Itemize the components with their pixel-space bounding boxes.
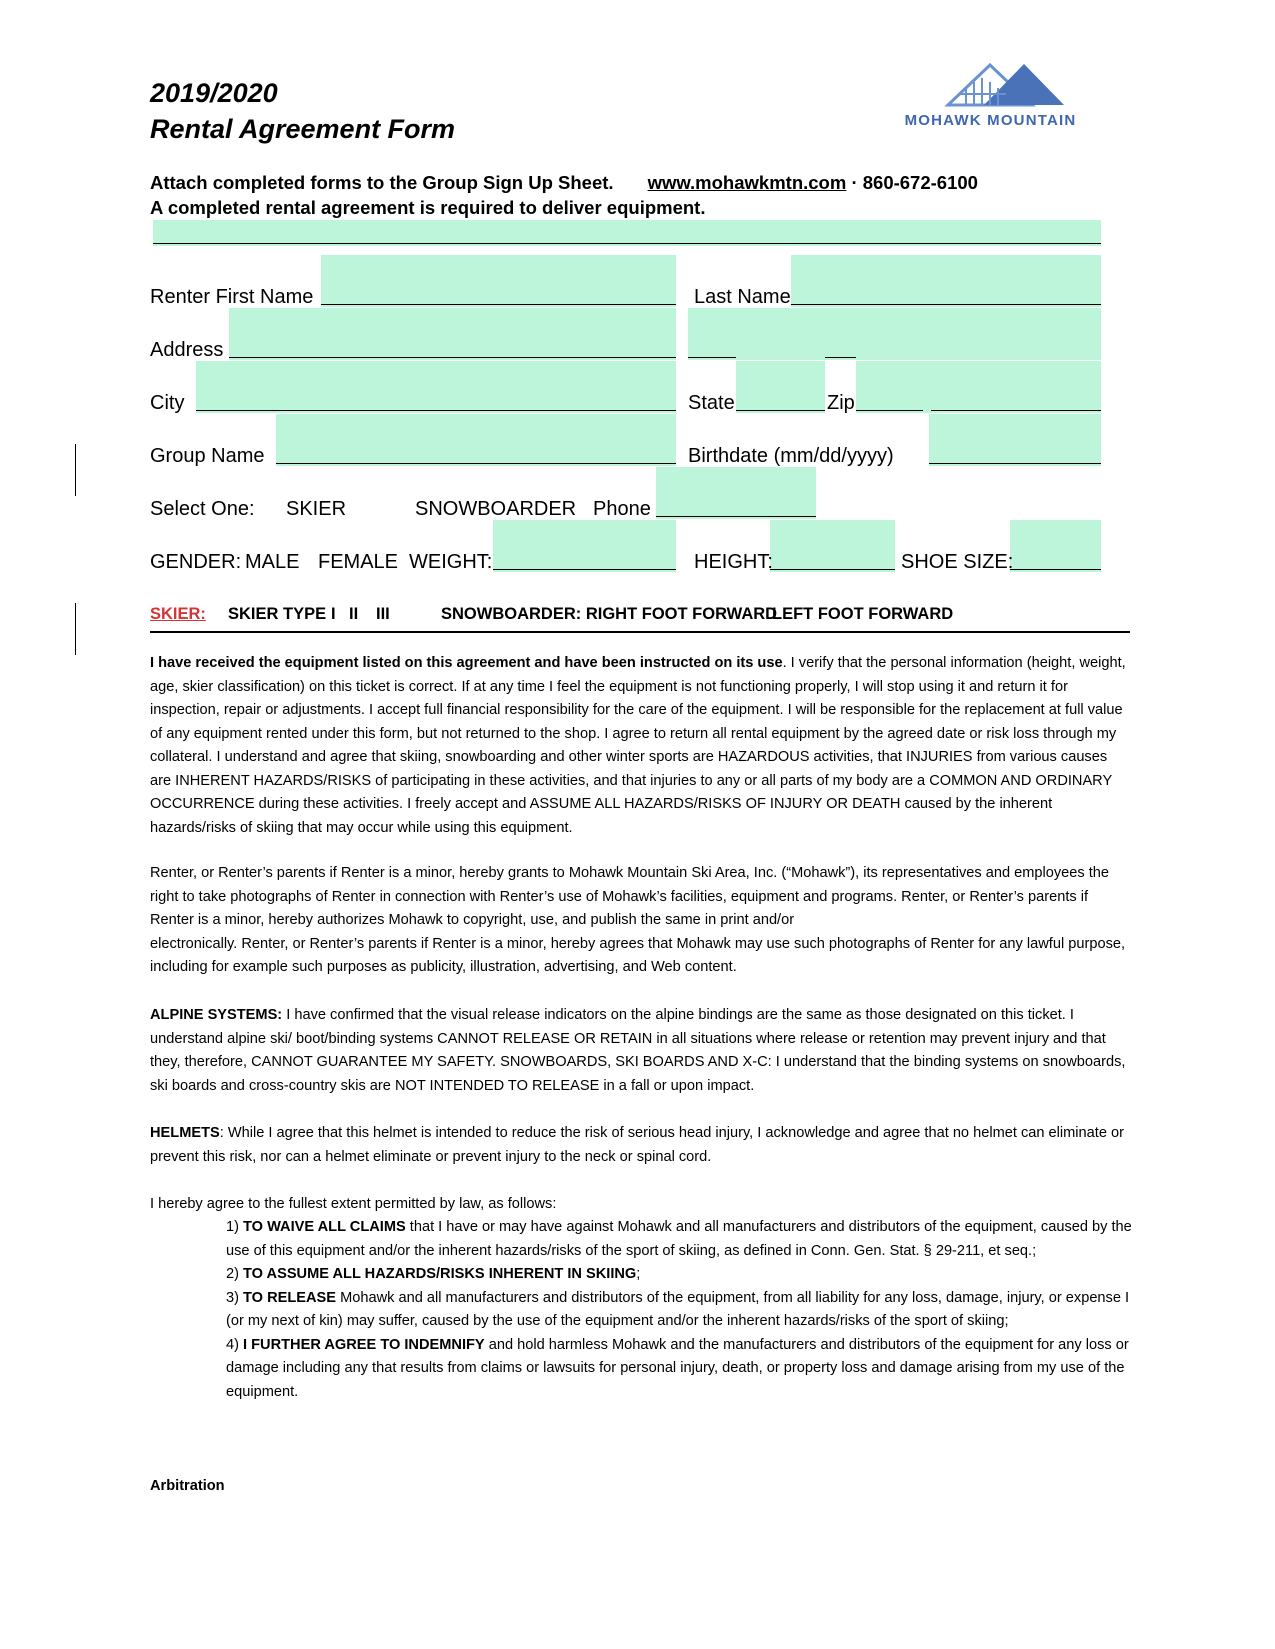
address-label: Address: [150, 339, 224, 361]
attach-text: Attach completed forms to the Group Sign Up Sheet.: [150, 172, 614, 193]
website-link[interactable]: www.mohawkmtn.com: [647, 172, 847, 193]
zip-underline: [856, 409, 923, 411]
birthdate-label: Birthdate (mm/dd/yyyy): [688, 445, 894, 467]
agreement-paragraph-4: [150, 1122, 1130, 1169]
list-item: 2) TO ASSUME ALL HAZARDS/RISKS INHERENT IN SKIING;: [226, 1266, 641, 1282]
agreement-paragraph-1: [150, 652, 1130, 840]
last-name-underline: [791, 303, 1101, 305]
p1-bold: I have received the equipment listed on this agreement and have been instructed on its use: [150, 655, 783, 671]
group-name-label: Group Name: [150, 445, 265, 467]
phone-input[interactable]: [656, 467, 816, 519]
first-name-input[interactable]: [321, 255, 676, 307]
city-label: City: [150, 392, 185, 414]
agreement-paragraph-5: I hereby agree to the fullest extent permitted by law, as follows:: [150, 1196, 557, 1212]
height-input[interactable]: [770, 520, 895, 572]
skier-type-2[interactable]: II: [349, 605, 359, 623]
weight-input[interactable]: [493, 520, 676, 572]
section-divider: [150, 631, 1130, 633]
attach-line: [150, 171, 978, 195]
group-name-underline: [276, 462, 676, 464]
mountain-icon: [888, 60, 1093, 110]
header-phone: · 860-672-6100: [851, 172, 978, 193]
p2-line2: electronically. Renter, or Renter’s parents if Renter is a minor, hereby agrees that Mohawk may use such photographs of Renter for any lawful purpose, including for example such purposes as publicity, illustration, advertising, and Web content.: [150, 935, 1126, 975]
logo-text: MOHAWK MOUNTAIN: [904, 112, 1077, 129]
agreement-list: [226, 1216, 1136, 1404]
first-name-underline: [321, 303, 676, 305]
title-form: Rental Agreement Form: [150, 114, 456, 144]
city-input[interactable]: [196, 361, 676, 413]
phone-underline: [656, 515, 816, 517]
select-one-label: Select One:: [150, 498, 255, 520]
state-underline: [736, 409, 825, 411]
shoe-size-underline: [1010, 568, 1101, 570]
gender-label: GENDER:: [150, 551, 242, 573]
height-underline: [770, 568, 895, 570]
address-input[interactable]: [229, 308, 676, 360]
p4-bold: HELMETS: [150, 1125, 220, 1141]
address-line2-input[interactable]: [688, 308, 1101, 360]
snowboarder-right-foot[interactable]: SNOWBOARDER: RIGHT FOOT FORWARD: [441, 605, 778, 623]
weight-underline: [493, 568, 676, 570]
state-input[interactable]: [736, 361, 825, 413]
skier-label: SKIER:: [150, 605, 206, 623]
address-line2-underline-a: [688, 356, 736, 358]
shoe-size-input[interactable]: [1010, 520, 1101, 572]
p3-rest: I have confirmed that the visual release indicators on the alpine bindings are the same as those designated on this ticket. I understand alpine ski/ boot/binding systems CANNOT RELEASE OR RETAIN in all situations where release or retention may prevent injury and that they, therefore, CANNOT GUARANTEE MY SAFETY. SNOWBOARDS, SKI BOARDS AND X-C: I understand that the binding systems on snowboards, ski boards and cross-country skis are NOT INTENDED TO RELEASE in a fall or upon impact.: [150, 1007, 1126, 1094]
agreement-paragraph-2: [150, 862, 1130, 980]
change-bar: [75, 603, 76, 655]
state-label: State: [688, 392, 735, 414]
p3-bold: ALPINE SYSTEMS:: [150, 1007, 283, 1023]
list-item: 1) TO WAIVE ALL CLAIMS that I have or may have against Mohawk and all manufacturers and distributors of the equipment, caused by the use of this equipment and/or the inherent hazards/risks of the sport of skiing, as defined in Conn. Gen. Stat. § 29-211, et seq.;: [226, 1219, 1132, 1259]
last-name-label: Last Name: [694, 286, 791, 308]
male-option[interactable]: MALE: [245, 551, 300, 573]
snowboarder-option[interactable]: SNOWBOARDER: [415, 498, 577, 520]
zip-input[interactable]: [856, 361, 1101, 413]
skier-type-1[interactable]: I: [331, 605, 336, 623]
skier-type-label: SKIER TYPE: [228, 605, 327, 623]
required-text: A completed rental agreement is required to deliver equipment.: [150, 197, 706, 218]
address-line2-underline-b: [825, 356, 856, 358]
city-underline: [196, 409, 676, 411]
change-bar: [75, 444, 76, 496]
address-underline: [229, 356, 676, 358]
list-item: 3) TO RELEASE Mohawk and all manufacturers and distributors of the equipment, from all liability for any loss, damage, injury, or expense I (or my next of kin) may suffer, caused by the use of the equipment and/or the inherent hazards/risks of the sport of skiing;: [226, 1289, 1130, 1329]
p4-rest: : While I agree that this helmet is intended to reduce the risk of serious head injury, I acknowledge and agree that no helmet can eliminate or prevent this risk, nor can a helmet eliminate or prevent injury to the neck or spinal cord.: [150, 1125, 1124, 1165]
skier-option[interactable]: SKIER: [286, 498, 347, 520]
first-name-label: Renter First Name: [150, 286, 314, 308]
height-label: HEIGHT:: [694, 551, 773, 573]
zip-label: Zip: [827, 392, 855, 414]
arbitration-heading: Arbitration: [150, 1478, 225, 1494]
birthdate-input[interactable]: [929, 414, 1101, 466]
phone-label: Phone: [593, 498, 651, 520]
shoe-size-label: SHOE SIZE:: [901, 551, 1014, 573]
agreement-paragraph-3: [150, 1004, 1130, 1098]
header-underline: [153, 242, 1101, 244]
skier-type-3[interactable]: III: [376, 605, 390, 623]
p2-line1: Renter, or Renter’s parents if Renter is a minor, hereby grants to Mohawk Mountain Ski Area, Inc. (“Mohawk”), its representatives and employees the right to take photographs of Renter in connection with Renter’s use of Mohawk’s facilities, equipment and programs. Renter, or Renter’s parents if Renter is a minor, hereby authorizes Mohawk to copyright, use, and publish the same in print and/or: [150, 865, 1110, 928]
birthdate-underline: [929, 462, 1101, 464]
snowboarder-left-foot[interactable]: LEFT FOOT FORWARD: [772, 605, 954, 623]
list-item: 4) I FURTHER AGREE TO INDEMNIFY and hold harmless Mohawk and the manufacturers and distributors of the equipment for any loss or damage including any that results from claims or lawsuits for personal injury, death, or property loss and damage arising from my use of the equipment.: [226, 1336, 1129, 1400]
group-name-input[interactable]: [276, 414, 676, 466]
p1-rest: . I verify that the personal information (height, weight, age, skier classification) on this ticket is correct. If at any time I feel the equipment is not functioning properly, I will stop using it and return it for inspection, repair or adjustments. I accept full financial responsibility for the care of the equipment. I will be responsible for the replacement at full value of any equipment rented under this form, but not returned to the shop. I agree to return all rental equipment by the agreed date or risk loss through my collateral. I understand and agree that skiing, snowboarding and other winter sports are HAZARDOUS activities, that INJURIES from various causes are INHERENT HAZARDS/RISKS of participating in these activities, and that injuries to any or all parts of my body are a COMMON AND ORDINARY OCCURRENCE during these activities. I freely accept and ASSUME ALL HAZARDS/RISKS OF INJURY OR DEATH caused by the inherent hazards/risks of skiing that may occur while using this equipment.: [150, 655, 1126, 836]
female-option[interactable]: FEMALE: [318, 551, 399, 573]
title-year: 2019/2020: [150, 78, 278, 108]
zip-ext-underline: [931, 409, 1101, 411]
last-name-input[interactable]: [791, 255, 1101, 307]
mohawk-logo: [888, 60, 1093, 136]
weight-label: WEIGHT:: [409, 551, 493, 573]
